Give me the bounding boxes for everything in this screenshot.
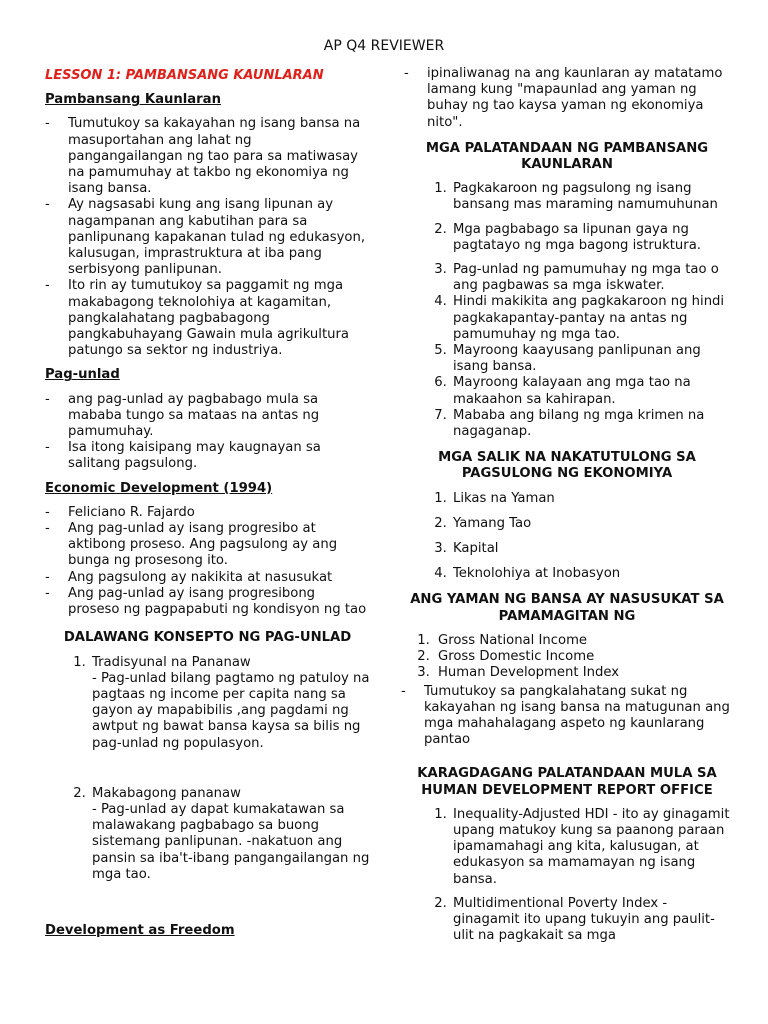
list-item: 6. Mayroong kalayaan ang mga tao na makaahon sa kahirapan. bbox=[451, 375, 730, 407]
section-heading-pambansang-kaunlaran: Pambansang Kaunlaran bbox=[45, 92, 221, 108]
bullet-list-yaman bbox=[401, 684, 730, 749]
numbered-list-karagdagang bbox=[404, 807, 730, 945]
left-column bbox=[45, 66, 370, 947]
list-item: 1. Inequality-Adjusted HDI - ito ay ginagamit upang matukoy kung sa paanong paraan ipamamahagi ang kita, kalusugan, at edukasyon sa mamamayan ng isang bansa. bbox=[451, 807, 730, 888]
list-item: - Tumutukoy sa kakayahan ng isang bansa na masuportahan ang lahat ng pangangailangan ng tao para sa matiwasay na pamumuhay at takbo ng ekonomiya ng isang bansa. bbox=[45, 116, 370, 197]
list-item: - ipinaliwanag na ang kaunlaran ay matatamo lamang kung "mapaunlad ang yaman ng buhay ng tao kaysa yaman ng ekonomiya nito". bbox=[404, 66, 730, 131]
section-heading-dalawang-konsepto: DALAWANG KONSEPTO NG PAG-UNLAD bbox=[63, 630, 352, 646]
list-item: - Ito rin ay tumutukoy sa paggamit ng mga makabagong teknolohiya at kagamitan, pangkalahatang pagbabagong pangkabuhayang Gawain mula agrikultura patungo sa sektor ng industriya. bbox=[45, 278, 370, 359]
list-item-title: 2. Makabagong pananaw bbox=[92, 785, 241, 801]
list-item: - ang pag-unlad ay pagbabago mula sa mababa tungo sa mataas na antas ng pamumuhay. bbox=[45, 392, 370, 441]
numbered-list-yaman bbox=[404, 633, 730, 682]
list-item: 2. Mga pagbabago sa lipunan gaya ng pagtatayo ng mga bagong istruktura. bbox=[451, 222, 730, 254]
list-item: 2. Yamang Tao bbox=[451, 516, 730, 532]
list-item: 1. Pagkakaroon ng pagsulong ng isang bansang mas maraming namumuhunan bbox=[451, 181, 730, 213]
bullet-list-top bbox=[404, 66, 730, 131]
list-item bbox=[90, 655, 370, 752]
right-column bbox=[404, 66, 730, 954]
list-item: 7. Mababa ang bilang ng mga krimen na nagaganap. bbox=[451, 408, 730, 440]
section-heading-pag-unlad: Pag-unlad bbox=[45, 367, 120, 383]
list-item: - Isa itong kaisipang may kaugnayan sa salitang pagsulong. bbox=[45, 440, 370, 472]
list-item: - Ang pag-unlad ay isang progresibong proseso ng pagpapabuti ng kondisyon ng tao bbox=[45, 586, 370, 618]
numbered-list-palatandaan bbox=[404, 181, 730, 440]
list-item: - Feliciano R. Fajardo bbox=[45, 505, 370, 521]
list-item: - Ay nagsasabi kung ang isang lipunan ay nagampanan ang kabutihan para sa panlipunang kapakanan tulad ng edukasyon, kalusugan, imprastruktura at iba pang serbisyong panlipunan. bbox=[45, 197, 370, 278]
list-item: 2. Gross Domestic Income bbox=[434, 649, 730, 665]
list-item: - Ang pagsulong ay nakikita at nasusukat bbox=[45, 570, 370, 586]
list-item: 3. Pag-unlad ng pamumuhay ng mga tao o ang pagbawas sa mga iskwater. bbox=[451, 262, 730, 294]
list-item-desc: - Pag-unlad bilang pagtamo ng patuloy na pagtaas ng income per capita nang sa gayon ay mapabibilis ,ang pagdami ng awtput ng bawat bansa kaysa sa bilis ng pag-unlad ng populasyon. bbox=[92, 670, 370, 751]
list-item: 3. Kapital bbox=[451, 541, 730, 557]
list-item: 1. Gross National Income bbox=[434, 633, 730, 649]
list-item: 3. Human Development Index bbox=[434, 665, 730, 681]
numbered-list-konsepto bbox=[45, 655, 370, 883]
list-item: 5. Mayroong kaayusang panlipunan ang isang bansa. bbox=[451, 343, 730, 375]
bullet-list-economic-development bbox=[45, 505, 370, 618]
section-heading-karagdagang-palatandaan: KARAGDAGANG PALATANDAAN MULA SA HUMAN DEVELOPMENT REPORT OFFICE bbox=[417, 766, 717, 798]
list-item-desc: - Pag-unlad ay dapat kumakatawan sa malawakang pagbabago sa buong sistemang panlipunan. -nakatuon ang pansin sa iba't-ibang pangangailangan ng mga tao. bbox=[92, 801, 370, 882]
section-heading-yaman-ng-bansa: ANG YAMAN NG BANSA AY NASUSUKAT SA PAMAMAGITAN NG bbox=[410, 592, 724, 624]
list-item: 4. Teknolohiya at Inobasyon bbox=[451, 566, 730, 582]
list-item bbox=[90, 786, 370, 883]
list-item: 2. Multidimentional Poverty Index - ginagamit ito upang tukuyin ang paulit-ulit na pagkakait sa mga bbox=[451, 896, 730, 945]
bullet-list-pambansang-kaunlaran bbox=[45, 116, 370, 359]
list-item: 1. Likas na Yaman bbox=[451, 491, 730, 507]
section-heading-development-as-freedom: Development as Freedom bbox=[45, 922, 235, 938]
list-item-title: 1. Tradisyunal na Pananaw bbox=[92, 654, 251, 670]
list-item: - Ang pag-unlad ay isang progresibo at aktibong proseso. Ang pagsulong ay ang bunga ng prosesong ito. bbox=[45, 521, 370, 570]
list-item: 4. Hindi makikita ang pagkakaroon ng hindi pagkakapantay-pantay na antas ng pamumuhay ng mga tao. bbox=[451, 294, 730, 343]
lesson-title: LESSON 1: PAMBANSANG KAUNLARAN bbox=[45, 68, 324, 83]
numbered-list-salik bbox=[404, 491, 730, 583]
list-item: - Tumutukoy sa pangkalahatang sukat ng kakayahan ng isang bansa na matugunan ang mga mahahalagang aspeto ng kaunlarang pantao bbox=[401, 684, 730, 749]
section-heading-salik: MGA SALIK NA NAKATUTULONG SA PAGSULONG NG EKONOMIYA bbox=[438, 450, 696, 482]
page-title: AP Q4 REVIEWER bbox=[323, 38, 445, 54]
section-heading-palatandaan: MGA PALATANDAAN NG PAMBANSANG KAUNLARAN bbox=[425, 140, 709, 173]
section-heading-economic-development: Economic Development (1994) bbox=[45, 480, 273, 496]
bullet-list-pag-unlad bbox=[45, 392, 370, 473]
